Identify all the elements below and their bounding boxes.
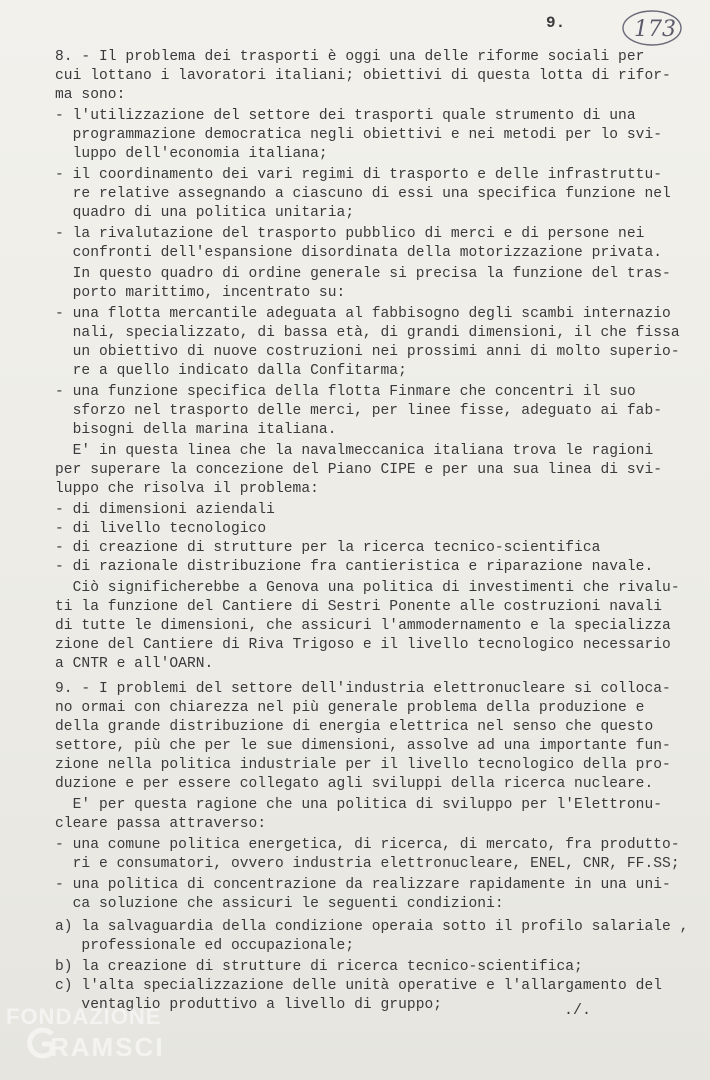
text-line: di tutte le dimensioni, che assicuri l'ammodernamento e la specializza xyxy=(55,618,671,634)
text-line: zione nella politica industriale per il livello tecnologico della pro- xyxy=(55,757,671,773)
text-line: a) la salvaguardia della condizione operaia sotto il profilo salariale , xyxy=(55,919,689,935)
text-line: - di dimensioni aziendali xyxy=(55,502,275,518)
text-line: - la rivalutazione del trasporto pubblico di merci e di persone nei xyxy=(55,226,645,242)
text-line: no ormai con chiarezza nel più generale problema della produzione e xyxy=(55,700,645,716)
text-line: sforzo nel trasporto delle merci, per linee fisse, adeguato ai fab- xyxy=(55,403,663,419)
text-line: cleare passa attraverso: xyxy=(55,816,267,832)
text-line: - il coordinamento dei vari regimi di trasporto e delle infrastruttu- xyxy=(55,167,663,183)
text-line: - di razionale distribuzione fra cantieristica e riparazione navale. xyxy=(55,559,654,575)
text-line: duzione e per essere collegato agli sviluppi della ricerca nucleare. xyxy=(55,776,654,792)
text-line: - di creazione di strutture per la ricerca tecnico-scientifica xyxy=(55,540,601,556)
text-line: settore, più che per le sue dimensioni, assolve ad una importante fun- xyxy=(55,738,671,754)
text-line: Ciò significherebbe a Genova una politica di investimenti che rivalu- xyxy=(55,580,680,596)
text-line: b) la creazione di strutture di ricerca tecnico-scientifica; xyxy=(55,959,583,975)
text-line: c) l'alta specializzazione delle unità operative e l'allargamento del xyxy=(55,978,663,994)
archive-number: 173 xyxy=(634,17,676,42)
text-line: ma sono: xyxy=(55,87,126,103)
text-line: - una funzione specifica della flotta Finmare che concentri il suo xyxy=(55,384,636,400)
text-line: - una politica di concentrazione da realizzare rapidamente in una uni- xyxy=(55,877,671,893)
fondazione-gramsci-watermark xyxy=(6,1002,176,1078)
page-number: 9. xyxy=(546,14,566,32)
text-line: ventaglio produttivo a livello di gruppo; xyxy=(55,997,443,1013)
text-line: E' in questa linea che la navalmeccanica italiana trova le ragioni xyxy=(55,443,654,459)
text-line: nali, specializzato, di bassa età, di grandi dimensioni, il che fissa xyxy=(55,325,680,341)
text-line: luppo che risolva il problema: xyxy=(55,481,319,497)
text-line: professionale ed occupazionale; xyxy=(55,938,355,954)
text-line: ti la funzione del Cantiere di Sestri Ponente alle costruzioni navali xyxy=(55,599,663,615)
text-line: In questo quadro di ordine generale si precisa la funzione del tras- xyxy=(55,266,671,282)
text-line: re relative assegnando a ciascuno di essi una specifica funzione nel xyxy=(55,186,671,202)
text-line: 9. - I problemi del settore dell'industria elettronucleare si colloca- xyxy=(55,681,671,697)
text-line: E' per questa ragione che una politica di sviluppo per l'Elettronu- xyxy=(55,797,663,813)
watermark-line-1: FONDAZIONE xyxy=(6,1004,162,1029)
text-line: - una flotta mercantile adeguata al fabbisogno degli scambi internazio xyxy=(55,306,671,322)
text-line: - l'utilizzazione del settore dei trasporti quale strumento di una xyxy=(55,108,636,124)
text-line: un obiettivo di nuove costruzioni nei prossimi anni di molto superio- xyxy=(55,344,680,360)
text-line: bisogni della marina italiana. xyxy=(55,422,337,438)
text-line: per superare la concezione del Piano CIPE e per una sua linea di svi- xyxy=(55,462,663,478)
text-line: della grande distribuzione di energia elettrica nel senso che questo xyxy=(55,719,654,735)
text-line: porto marittimo, incentrato su: xyxy=(55,285,346,301)
text-line: confronti dell'espansione disordinata della motorizzazione privata. xyxy=(55,245,663,261)
text-line: zione del Cantiere di Riva Trigoso e il livello tecnologico necessario xyxy=(55,637,671,653)
text-line: 8. - Il problema dei trasporti è oggi una delle riforme sociali per xyxy=(55,49,645,65)
text-line: re a quello indicato dalla Confitarma; xyxy=(55,363,407,379)
text-line: luppo dell'economia italiana; xyxy=(55,146,328,162)
text-line: cui lottano i lavoratori italiani; obiettivi di questa lotta di rifor- xyxy=(55,68,671,84)
text-line: - di livello tecnologico xyxy=(55,521,267,537)
text-line: - una comune politica energetica, di ricerca, di mercato, fra produtto- xyxy=(55,837,680,853)
text-line: a CNTR e all'OARN. xyxy=(55,656,214,672)
continuation-mark: ./. xyxy=(564,1002,592,1019)
text-line: programmazione democratica negli obiettivi e nei metodi per lo svi- xyxy=(55,127,663,143)
archive-stamp xyxy=(620,8,684,48)
text-line: quadro di una politica unitaria; xyxy=(55,205,355,221)
watermark-line-2: RAMSCI xyxy=(50,1032,165,1062)
text-line: ri e consumatori, ovvero industria elettronucleare, ENEL, CNR, FF.SS; xyxy=(55,856,680,872)
text-line: ca soluzione che assicuri le seguenti condizioni: xyxy=(55,896,504,912)
